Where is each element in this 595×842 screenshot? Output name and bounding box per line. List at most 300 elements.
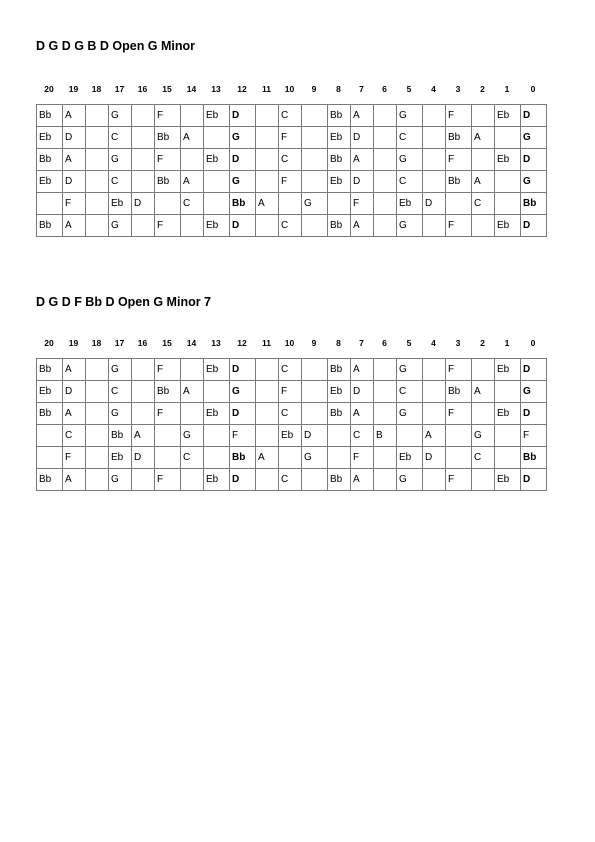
empty-cell: [472, 215, 495, 237]
empty-cell: [374, 127, 397, 149]
note-cell: Eb: [204, 403, 230, 425]
empty-cell: [132, 381, 155, 403]
note-cell: A: [181, 381, 204, 403]
fret-number-header: [36, 338, 547, 352]
empty-cell: [302, 149, 328, 171]
note-cell: Bb: [328, 105, 351, 127]
note-cell: C: [109, 381, 132, 403]
note-cell: A: [351, 149, 374, 171]
empty-cell: [302, 469, 328, 491]
note-cell: Bb: [521, 193, 547, 215]
note-cell: G: [109, 359, 132, 381]
note-cell: C: [351, 425, 374, 447]
fret-number: 11: [262, 84, 271, 94]
fret-number: 19: [68, 84, 79, 94]
note-cell: Eb: [37, 127, 63, 149]
empty-cell: [423, 403, 446, 425]
empty-cell: [279, 447, 302, 469]
empty-cell: [204, 381, 230, 403]
fret-number: 19: [68, 338, 79, 348]
empty-cell: [374, 215, 397, 237]
note-cell: F: [155, 215, 181, 237]
note-cell: Bb: [37, 215, 63, 237]
note-cell: Bb: [155, 381, 181, 403]
fret-number: 17: [114, 338, 125, 348]
note-cell: F: [446, 359, 472, 381]
empty-cell: [86, 215, 109, 237]
string-row: [37, 403, 547, 425]
note-cell: A: [132, 425, 155, 447]
fret-number: 17: [114, 84, 125, 94]
note-cell: Eb: [328, 127, 351, 149]
fret-number: 14: [186, 338, 197, 348]
note-cell: Bb: [328, 215, 351, 237]
note-cell: Eb: [495, 403, 521, 425]
fret-number-header: [36, 84, 547, 98]
fret-number: 1: [504, 84, 510, 94]
empty-cell: [328, 425, 351, 447]
note-cell: F: [446, 403, 472, 425]
note-cell: G: [397, 469, 423, 491]
note-cell: F: [446, 469, 472, 491]
empty-cell: [279, 193, 302, 215]
note-cell: G: [521, 127, 547, 149]
empty-cell: [256, 105, 279, 127]
empty-cell: [155, 193, 181, 215]
fret-number: 3: [455, 338, 461, 348]
string-row: [37, 149, 547, 171]
note-cell: D: [230, 403, 256, 425]
empty-cell: [86, 403, 109, 425]
empty-cell: [423, 469, 446, 491]
fret-number: 16: [137, 338, 148, 348]
empty-cell: [37, 425, 63, 447]
note-cell: C: [397, 381, 423, 403]
note-cell: G: [109, 215, 132, 237]
note-cell: Bb: [37, 469, 63, 491]
note-cell: A: [351, 403, 374, 425]
note-cell: F: [446, 149, 472, 171]
note-cell: F: [155, 359, 181, 381]
note-cell: Eb: [109, 447, 132, 469]
note-cell: D: [63, 127, 86, 149]
empty-cell: [86, 193, 109, 215]
empty-cell: [181, 105, 204, 127]
empty-cell: [302, 171, 328, 193]
string-row: [37, 447, 547, 469]
empty-cell: [423, 359, 446, 381]
string-row: [37, 359, 547, 381]
note-cell: C: [109, 171, 132, 193]
empty-cell: [86, 171, 109, 193]
section-title: D G D G B D Open G Minor: [36, 39, 196, 53]
note-cell: F: [155, 149, 181, 171]
empty-cell: [86, 105, 109, 127]
note-cell: A: [63, 469, 86, 491]
note-cell: D: [351, 171, 374, 193]
empty-cell: [181, 215, 204, 237]
tuning-section-open-g-minor-7: [36, 294, 547, 491]
fret-number: 15: [162, 84, 172, 94]
note-cell: C: [472, 193, 495, 215]
note-cell: D: [230, 359, 256, 381]
note-cell: Eb: [204, 149, 230, 171]
fret-number: 8: [336, 84, 341, 94]
note-cell: C: [472, 447, 495, 469]
empty-cell: [302, 403, 328, 425]
fret-number: 2: [480, 84, 485, 94]
fret-number: 10: [284, 338, 295, 348]
empty-cell: [374, 105, 397, 127]
note-cell: Eb: [279, 425, 302, 447]
note-cell: C: [279, 105, 302, 127]
note-cell: C: [279, 215, 302, 237]
note-cell: A: [63, 105, 86, 127]
note-cell: F: [279, 127, 302, 149]
empty-cell: [472, 149, 495, 171]
note-cell: C: [181, 447, 204, 469]
note-cell: F: [521, 425, 547, 447]
empty-cell: [204, 193, 230, 215]
fret-number: 9: [311, 84, 317, 94]
note-cell: G: [109, 469, 132, 491]
empty-cell: [155, 425, 181, 447]
empty-cell: [86, 425, 109, 447]
empty-cell: [472, 359, 495, 381]
note-cell: G: [397, 403, 423, 425]
empty-cell: [374, 193, 397, 215]
note-cell: D: [63, 381, 86, 403]
note-cell: F: [63, 193, 86, 215]
empty-cell: [397, 425, 423, 447]
empty-cell: [256, 149, 279, 171]
note-cell: Bb: [37, 149, 63, 171]
fret-number: 5: [406, 338, 412, 348]
note-cell: C: [109, 127, 132, 149]
empty-cell: [302, 381, 328, 403]
note-cell: Bb: [521, 447, 547, 469]
string-row: [37, 105, 547, 127]
empty-cell: [446, 425, 472, 447]
note-cell: Bb: [328, 403, 351, 425]
string-row: [37, 469, 547, 491]
note-cell: F: [155, 403, 181, 425]
note-cell: Eb: [397, 447, 423, 469]
note-cell: Bb: [328, 469, 351, 491]
note-cell: Eb: [397, 193, 423, 215]
empty-cell: [446, 193, 472, 215]
note-cell: F: [446, 105, 472, 127]
fret-number: 0: [530, 84, 536, 94]
empty-cell: [495, 381, 521, 403]
fret-number: 1: [504, 338, 510, 348]
tuning-section-open-g-minor: [36, 38, 547, 237]
empty-cell: [256, 381, 279, 403]
fret-number: 2: [480, 338, 485, 348]
note-cell: F: [351, 193, 374, 215]
note-cell: D: [230, 215, 256, 237]
note-cell: D: [230, 105, 256, 127]
note-cell: A: [351, 469, 374, 491]
note-cell: A: [351, 105, 374, 127]
empty-cell: [132, 105, 155, 127]
empty-cell: [132, 149, 155, 171]
empty-cell: [155, 447, 181, 469]
note-cell: A: [63, 359, 86, 381]
fret-number: 5: [406, 84, 412, 94]
empty-cell: [132, 469, 155, 491]
note-cell: Eb: [37, 381, 63, 403]
empty-cell: [132, 127, 155, 149]
empty-cell: [495, 193, 521, 215]
note-cell: Bb: [328, 149, 351, 171]
note-cell: D: [351, 127, 374, 149]
note-cell: Eb: [328, 381, 351, 403]
empty-cell: [86, 381, 109, 403]
note-cell: D: [521, 359, 547, 381]
string-row: [37, 381, 547, 403]
fret-number: 12: [237, 84, 247, 94]
note-cell: A: [181, 127, 204, 149]
empty-cell: [423, 215, 446, 237]
fret-number: 20: [44, 338, 54, 348]
note-cell: G: [472, 425, 495, 447]
note-cell: C: [397, 127, 423, 149]
fret-number: 4: [431, 338, 436, 348]
note-cell: Eb: [495, 105, 521, 127]
empty-cell: [423, 171, 446, 193]
string-row: [37, 193, 547, 215]
note-cell: Bb: [446, 171, 472, 193]
note-cell: A: [351, 359, 374, 381]
note-cell: G: [181, 425, 204, 447]
empty-cell: [132, 215, 155, 237]
empty-cell: [256, 403, 279, 425]
fret-number: 4: [431, 84, 436, 94]
fret-number: 10: [284, 84, 295, 94]
note-cell: D: [521, 403, 547, 425]
note-cell: G: [109, 105, 132, 127]
note-cell: Bb: [230, 193, 256, 215]
string-row: [37, 171, 547, 193]
empty-cell: [374, 381, 397, 403]
fret-number: 11: [262, 338, 271, 348]
fret-number: 20: [44, 84, 54, 94]
fret-number: 7: [359, 338, 364, 348]
note-cell: Eb: [204, 105, 230, 127]
note-cell: D: [63, 171, 86, 193]
fret-number: 16: [137, 84, 148, 94]
empty-cell: [256, 215, 279, 237]
note-cell: G: [397, 215, 423, 237]
note-cell: D: [423, 193, 446, 215]
empty-cell: [328, 193, 351, 215]
empty-cell: [86, 149, 109, 171]
empty-cell: [132, 171, 155, 193]
note-cell: Eb: [495, 359, 521, 381]
note-cell: D: [521, 105, 547, 127]
note-cell: G: [397, 105, 423, 127]
empty-cell: [256, 359, 279, 381]
note-cell: Eb: [204, 359, 230, 381]
empty-cell: [256, 127, 279, 149]
empty-cell: [374, 171, 397, 193]
note-cell: G: [230, 127, 256, 149]
note-cell: Bb: [446, 127, 472, 149]
note-cell: D: [423, 447, 446, 469]
note-cell: Eb: [495, 469, 521, 491]
note-cell: Bb: [37, 105, 63, 127]
note-cell: C: [63, 425, 86, 447]
empty-cell: [86, 469, 109, 491]
note-cell: Bb: [37, 359, 63, 381]
empty-cell: [495, 127, 521, 149]
note-cell: Eb: [37, 171, 63, 193]
empty-cell: [204, 425, 230, 447]
fretboard-table: [36, 104, 547, 237]
empty-cell: [204, 447, 230, 469]
empty-cell: [302, 105, 328, 127]
note-cell: Bb: [328, 359, 351, 381]
empty-cell: [423, 149, 446, 171]
note-cell: Bb: [37, 403, 63, 425]
empty-cell: [181, 469, 204, 491]
note-cell: F: [230, 425, 256, 447]
empty-cell: [374, 359, 397, 381]
note-cell: G: [109, 149, 132, 171]
empty-cell: [374, 469, 397, 491]
empty-cell: [423, 381, 446, 403]
note-cell: F: [155, 105, 181, 127]
empty-cell: [181, 149, 204, 171]
empty-cell: [495, 447, 521, 469]
note-cell: F: [279, 171, 302, 193]
note-cell: F: [279, 381, 302, 403]
empty-cell: [132, 403, 155, 425]
empty-cell: [37, 447, 63, 469]
empty-cell: [374, 403, 397, 425]
string-row: [37, 425, 547, 447]
fretboard-table: [36, 358, 547, 491]
fret-number: 0: [530, 338, 536, 348]
empty-cell: [446, 447, 472, 469]
note-cell: Eb: [109, 193, 132, 215]
empty-cell: [472, 105, 495, 127]
empty-cell: [86, 447, 109, 469]
note-cell: D: [521, 215, 547, 237]
empty-cell: [302, 359, 328, 381]
section-title: D G D F Bb D Open G Minor 7: [36, 295, 211, 309]
note-cell: A: [63, 403, 86, 425]
empty-cell: [495, 171, 521, 193]
fret-number: 18: [91, 338, 102, 348]
string-row: [37, 127, 547, 149]
fret-number: 8: [336, 338, 341, 348]
empty-cell: [86, 127, 109, 149]
empty-cell: [256, 171, 279, 193]
note-cell: A: [472, 127, 495, 149]
empty-cell: [423, 127, 446, 149]
note-cell: G: [230, 171, 256, 193]
empty-cell: [204, 171, 230, 193]
note-cell: C: [279, 403, 302, 425]
note-cell: G: [521, 381, 547, 403]
note-cell: D: [302, 425, 328, 447]
note-cell: F: [351, 447, 374, 469]
note-cell: D: [521, 149, 547, 171]
note-cell: C: [279, 469, 302, 491]
empty-cell: [302, 127, 328, 149]
empty-cell: [472, 403, 495, 425]
note-cell: Bb: [446, 381, 472, 403]
empty-cell: [495, 425, 521, 447]
fret-number: 7: [359, 84, 364, 94]
empty-cell: [328, 447, 351, 469]
note-cell: G: [397, 149, 423, 171]
note-cell: Eb: [328, 171, 351, 193]
note-cell: B: [374, 425, 397, 447]
note-cell: G: [230, 381, 256, 403]
note-cell: G: [302, 193, 328, 215]
note-cell: Eb: [495, 215, 521, 237]
empty-cell: [256, 425, 279, 447]
empty-cell: [472, 469, 495, 491]
note-cell: F: [63, 447, 86, 469]
note-cell: Bb: [109, 425, 132, 447]
empty-cell: [256, 469, 279, 491]
note-cell: Bb: [155, 127, 181, 149]
empty-cell: [423, 105, 446, 127]
note-cell: C: [181, 193, 204, 215]
fret-number: 6: [382, 84, 387, 94]
note-cell: A: [256, 193, 279, 215]
empty-cell: [181, 403, 204, 425]
note-cell: F: [446, 215, 472, 237]
fret-number: 13: [211, 338, 221, 348]
note-cell: C: [279, 359, 302, 381]
empty-cell: [302, 215, 328, 237]
note-cell: A: [351, 215, 374, 237]
note-cell: A: [181, 171, 204, 193]
note-cell: G: [109, 403, 132, 425]
note-cell: A: [423, 425, 446, 447]
note-cell: Eb: [495, 149, 521, 171]
note-cell: G: [302, 447, 328, 469]
note-cell: Bb: [155, 171, 181, 193]
fret-number: 3: [455, 84, 461, 94]
note-cell: A: [256, 447, 279, 469]
note-cell: A: [472, 171, 495, 193]
fret-number: 6: [382, 338, 387, 348]
fret-number: 15: [162, 338, 172, 348]
note-cell: D: [351, 381, 374, 403]
empty-cell: [37, 193, 63, 215]
fret-number: 9: [311, 338, 317, 348]
empty-cell: [374, 447, 397, 469]
empty-cell: [181, 359, 204, 381]
note-cell: D: [230, 149, 256, 171]
fret-number: 14: [186, 84, 197, 94]
fret-number: 12: [237, 338, 247, 348]
note-cell: D: [132, 193, 155, 215]
note-cell: Bb: [230, 447, 256, 469]
empty-cell: [132, 359, 155, 381]
note-cell: A: [63, 215, 86, 237]
note-cell: D: [132, 447, 155, 469]
note-cell: C: [279, 149, 302, 171]
note-cell: A: [63, 149, 86, 171]
fret-number: 13: [211, 84, 221, 94]
